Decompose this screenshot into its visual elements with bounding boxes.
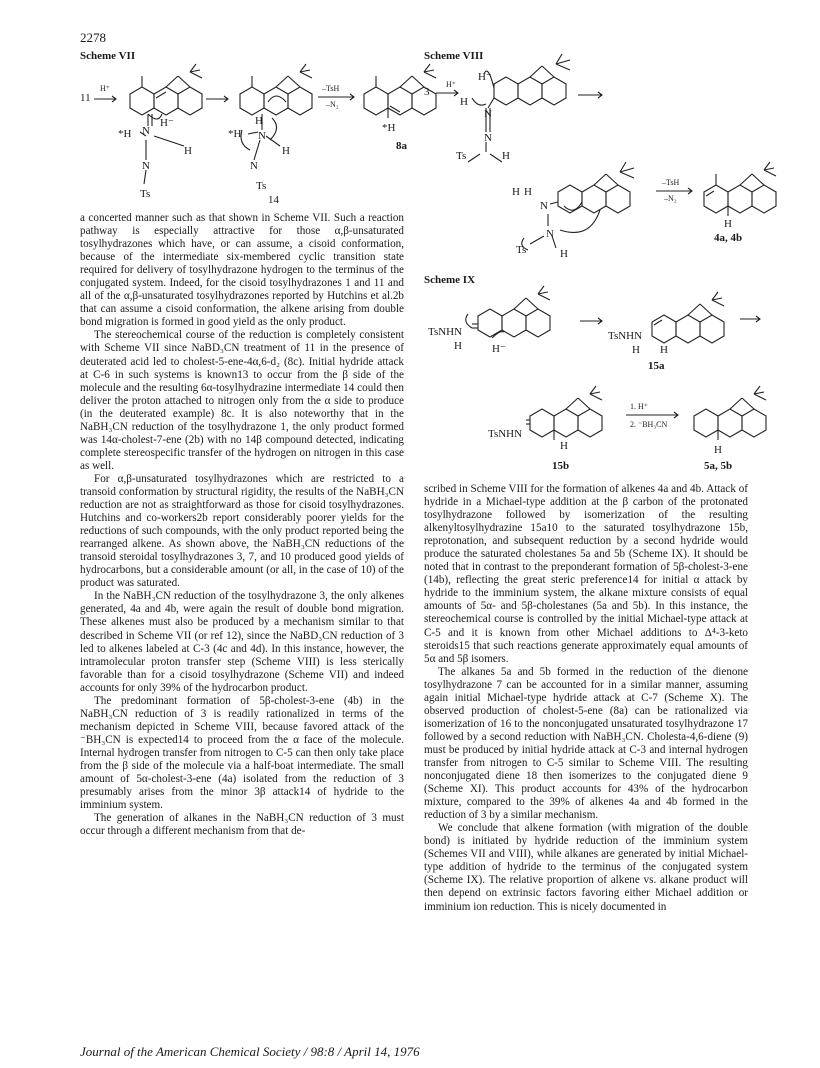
scheme-ix-atom-h5: H [714,444,722,456]
scheme-vii-atom-h: H [184,145,192,157]
right-paragraph: scribed in Scheme VIII for the formation of alkenes 4a and 4b. Attack of hydride in a Michael-type addition at the β carbon of the protonated tosylhydrazone followed by isomerization of the resulting alkenyltosylhydrazine 15a10 to the saturated tosylhydrazone 15b, reprotonation, and subsequent reduction by a second hydride would produce the saturated cholestanes 5a and 5b (Scheme IX). It should be noted that in contrast to the preponderant formation of 5β-cholest-3-ene (14b), reflecting the great steric preference14 for initial α attack by hydride to the imminium system, the alkane mixture consists of equal amounts of 5α- and 5β-cholestanes (5a and 5b). In this instance, the stereochemical course is controlled by the initial Michael-type attack at C-5 and it is known from other Michael additions to Δ⁴-3-keto steroids15 that such reactions generate approximately equal amounts of 5α and 5β isomers. [424,483,748,665]
scheme-viii-atom-h4: H [524,186,532,198]
scheme-vii-steroid-2 [228,62,323,117]
scheme-ix-label: Scheme IX [424,274,476,286]
scheme-viii-atom-h2: H [502,150,510,162]
scheme-viii-atom-n3: N [540,200,548,212]
right-column [424,483,748,914]
scheme-vii-reactant: 11 [80,92,91,104]
scheme-ix-atom-tsnhn-2: TsNHN [608,330,643,342]
scheme-vii-atom-ts: Ts [140,188,151,200]
scheme-ix-atom-h3: H [660,344,668,356]
scheme-ix-atom-tsnhn: TsNHN [428,326,463,338]
scheme-vii-bonds-2 [236,110,296,180]
scheme-vii-atom-h-star: *H [118,128,132,140]
scheme-viii-atom-h: H [460,96,468,108]
scheme-ix-reagent-1: 1. H⁺ [630,402,648,411]
scheme-vii-arrow-bottom: –N₂ [326,100,339,109]
scheme-ix-atom-h2: H [632,344,640,356]
scheme-viii-arrow-bottom: –N₂ [664,194,677,203]
scheme-viii-arrow-2 [578,92,608,98]
scheme-vii-atom-n: N [142,125,150,137]
scheme-vii-atom-h2: H [282,145,290,157]
scheme-viii-product-label: 4a, 4b [714,232,743,244]
scheme-viii-atom-n4: N [546,228,554,240]
scheme-ix-steroid-3 [518,384,618,444]
scheme-viii-steroid-2 [520,160,660,260]
scheme-vii-arrow-1 [94,96,120,102]
scheme-vii-label: Scheme VII [80,50,136,62]
scheme-vii-reagent: H⁺ [100,84,110,93]
scheme-viii-atom-ts: Ts [456,150,467,162]
scheme-vii-arrow-top: –TsH [322,84,340,93]
scheme-viii-steroid-3 [692,160,787,220]
scheme-viii-atom-n: N [484,108,492,120]
scheme-viii-atom-h-minus: H⁻ [478,71,492,83]
scheme-vii-atom-ts2: Ts [256,180,267,192]
scheme-ix-arrow-3 [626,412,682,418]
left-paragraph: The generation of alkanes in the NaBH₃CN reduction of 3 must occur through a different mechanism from that de- [80,812,404,838]
scheme-viii-arrow-top: –TsH [662,178,680,187]
scheme-ix-atom-tsnhn-3: TsNHN [488,428,523,440]
journal-footer: Journal of the American Chemical Society / 98:8 / April 14, 1976 [80,1044,420,1059]
scheme-viii-atom-h5: H [560,248,568,260]
scheme-viii-arrow-1 [436,90,462,96]
left-paragraph: a concerted manner such as that shown in Scheme VII. Such a reaction pathway is especially attractive for those α,β-unsaturated tosylhydrazones which have, or can assume, a cisoid conformation, because of the intermediate six-membered cyclic transition state required for delivery of tosylhydrazone hydrogen to the terminus of the conjugated system. Indeed, for the cisoid tosylhydrazones 1 and 11 and all of the α,β-unsaturated tosylhydrazones reported by Hutchins et al.2b that can assume a cisoid conformation, the alkene arising from double bond migration is formed in good yield as the only product. [80,212,404,329]
scheme-viii-atom-h6: H [724,218,732,230]
scheme-vii-atom-h-ring: H [255,115,263,127]
scheme-viii-steroid-1 [466,52,596,162]
scheme-vii-product-label: 8a [396,140,407,152]
scheme-ix-label-15a: 15a [648,360,665,372]
scheme-vii-atom-n3: N [258,130,266,142]
scheme-viii-atom-h3: H [512,186,520,198]
left-paragraph: The predominant formation of 5β-cholest-3-ene (4b) in the NaBH₃CN reduction of 3 is readily rationalized in terms of the mechanism depicted in Scheme VIII, because favored attack of the ⁻BH₃CN is expected14 to proceed from the α face of the molecule. Internal hydrogen transfer from nitrogen to C-5 can then only take place from the β side of the molecule via a half-boat intermediate. The small amount of 5α-cholest-3-ene (4a) isolated from the reduction of 3 presumably arises from the minor 3β attack14 of hydride to the imminium system. [80,694,404,812]
scheme-vii-steroid-1 [118,62,213,117]
scheme-vii-atom-h-minus: H⁻ [160,117,174,129]
scheme-viii-atom-ts2: Ts [516,244,527,256]
scheme-ix-reagent-2: 2. ⁻BH₃CN [630,420,668,429]
scheme-vii-atom-h-star-2: *H [228,128,242,140]
scheme-vii-intermediate-label: 14 [268,194,279,206]
scheme-ix-atom-h: H [454,340,462,352]
left-paragraph: For α,β-unsaturated tosylhydrazones which are restricted to a transoid conformation by structural rigidity, the results of the NaBH₃CN reduction are not as straightforward as those for cisoid tosylhydrazones. Hutchins and co-workers2b report considerably poorer yields for the reductions of such compounds, with the only product reported being the rearranged alkene. As shown above, the NaBH₃CN reductions of the transoid steroidal tosylhydrazones 3, 7, and 10 produced good yields of hydrocarbons, but a considerable amount (or all, in the case of 10) of the product was saturated. [80,472,404,590]
left-paragraph: In the NaBH₃CN reduction of the tosylhydrazone 3, the only alkenes generated, 4a and 4b, were again the result of double bond migration. These alkenes must also be produced by a mechanism similar to that described in Scheme VII (or ref 12), since the NaBD₃CN reduction of 3 led to alkenes labeled at C-3 (4c and 4d). In this instance, however, the intramolecular proton transfer step (Scheme VIII) is less sterically favorable than for a cisoid tosylhydrazone (Scheme VII) and indeed accounts for only 39% of the hydrocarbon product. [80,590,404,694]
scheme-vii-bonds-1 [130,110,200,190]
right-paragraph: We conclude that alkene formation (with migration of the double bond) is initiated by hydride reduction of the imminium system (Schemes VII and VIII), while alkanes are generated by initial Michael-type addition of hydride to the terminus of the conjugated system (Scheme IX). The relative proportion of alkene vs. alkane product will then depend on extrinsic factors favoring either Michael addition or imminium ion reduction. This is nicely documented in [424,822,748,913]
scheme-ix-product-label: 5a, 5b [704,460,733,472]
scheme-ix-steroid-1 [464,284,579,344]
left-column [80,212,404,838]
scheme-vii-atom-n2: N [142,160,150,172]
page-number: 2278 [80,30,106,45]
right-paragraph: The alkanes 5a and 5b formed in the reduction of the dienone tosylhydrazone 7 can be accounted for in a similar manner, assuming again initial Michael-type hydride attack at C-7 (Scheme X). The observed production of cholest-5-ene (8a) can be rationalized via isomerization of 16 to the nonconjugated unsaturated tosylhydrazone 17 followed by a second reduction with NaBH₃CN. Cholesta-4,6-diene (9) must be produced by initial hydride attack at C-3 and internal hydrogen transfer from nitrogen to C-5 similar to Scheme VIII. The resulting nonconjugated diene 18 then isomerizes to the conjugated diene 9 (Scheme XI). This product accounts for 43% of the hydrocarbon mixture, compared to the 39% of alkenes 4a and 4b formed in the reduction of 3 by a similar mechanism. [424,665,748,822]
left-paragraph: The stereochemical course of the reduction is completely consistent with Scheme VII since NaBD₃CN treatment of 11 in the presence of deuterated acid led to cholest-5-ene-4α,6-d₂ (8c). Initial hydride attack at C-6 in such systems is known13 to occur from the β side of the molecule and the resulting 6α-tosylhydrazine intermediate 14 could then deliver the proton attached to nitrogen only from the α side to produce (in the deuterated example) 8c. It is also noteworthy that in the NaBH₃CN reduction of the tosylhydrazone 1, the only product formed was 14α-cholest-7-ene (2b) with no 14β compound detected, indicating complete stereospecific transfer of the hydrogen on nitrogen in this case as well. [80,329,404,472]
scheme-ix-arrow-1 [580,318,606,324]
scheme-ix-atom-h-minus: H⁻ [492,343,506,355]
scheme-ix-steroid-4 [682,384,777,444]
scheme-viii-label: Scheme VIII [424,50,484,62]
scheme-vii-atom-n4: N [250,160,258,172]
scheme-ix-steroid-2 [640,290,740,350]
scheme-ix-arrow-2 [740,316,764,322]
scheme-viii-reactant: 3 [424,86,430,98]
scheme-viii-atom-n2: N [484,132,492,144]
scheme-viii-reagent: H⁺ [446,80,456,89]
scheme-vii-atom-h-star-3: *H [382,122,396,134]
scheme-ix-atom-h4: H [560,440,568,452]
scheme-vii-steroid-3 [352,62,447,117]
scheme-ix-label-15b: 15b [552,460,570,472]
